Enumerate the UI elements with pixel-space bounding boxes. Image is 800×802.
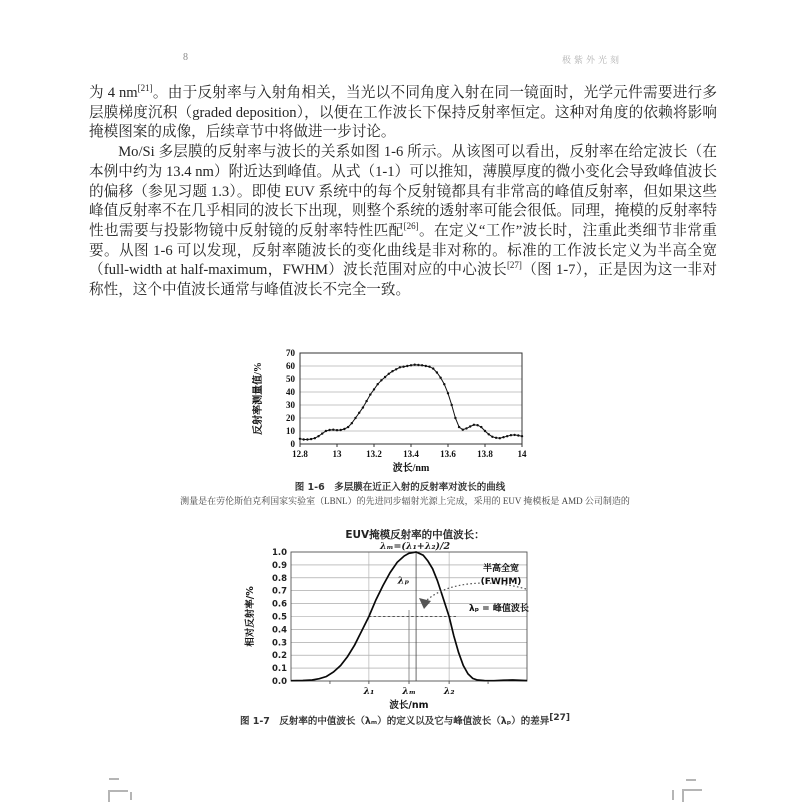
svg-text:0.4: 0.4 [271,625,287,636]
svg-text:相对反射率/%: 相对反射率/% [245,586,256,647]
svg-text:13.4: 13.4 [403,449,419,459]
svg-text:0.9: 0.9 [271,560,287,571]
figure-1-7-chart [243,547,543,715]
svg-text:30: 30 [286,400,295,411]
svg-text:20: 20 [286,413,295,424]
svg-text:(FWHM): (FWHM) [480,577,522,587]
paragraph: 为 4 nm[21]。由于反射率与入射角相关，当光以不同角度入射在同一镜面时，光学元件需要进行多层膜梯度沉积（graded deposition），以便在工作波长下保持反射率恒定。这种对角度的依赖将影响掩模图案的成像，后续章节中将做进一步讨论。 [89,83,717,141]
svg-text:13: 13 [332,449,342,459]
figure-1-6-caption-title: 图 1-6 多层膜在近正入射的反射率对波长的曲线 [294,482,506,493]
svg-text:70: 70 [286,348,295,359]
svg-text:13.8: 13.8 [477,449,493,459]
svg-text:13.6: 13.6 [440,449,456,459]
running-title: 极紫外光刻 [562,55,623,65]
cutoff-corner [682,789,702,802]
cutoff-corner [108,790,128,802]
svg-text:12.8: 12.8 [292,449,308,459]
svg-text:0.5: 0.5 [271,612,287,623]
svg-text:波长/nm: 波长/nm [392,463,430,474]
svg-text:λₘ: λₘ [402,686,416,697]
figure-1-6-chart [250,347,550,477]
svg-text:0.2: 0.2 [271,651,287,662]
svg-text:50: 50 [286,374,295,385]
svg-text:0.0: 0.0 [271,677,287,687]
svg-text:60: 60 [286,361,295,372]
svg-text:反射率测量值/%: 反射率测量值/% [253,362,264,435]
svg-text:λₚ: λₚ [397,575,410,587]
paragraph: Mo/Si 多层膜的反射率与波长的关系如图 1-6 所示。从该图可以看出，反射率在给定波长（在本例中约为 13.4 nm）附近达到峰值。从式（1-1）可以推知，薄膜厚度的微小变化会导致峰值波长的偏移（参见习题 1.3）。即使 EUV 系统中的每个反射镜都具有非常高的峰值反射率，但如果这些峰值反射率不在几乎相同的波长下出现，则整个系统的透射率可能会很低。同理，掩模的反射率特性也需要与投影物镜中反射镜的反射率特性匹配[26]。在定义“工作”波长时，注重此类细节非常重要。从图 1-6 可以发现，反射率随波长的变化曲线是非对称的。标准的工作波长定义为半高全宽（full-width at half-maximum，FWHM）波长范围对应的中心波长[27]（图 1-7），正是因为这一非对称性，这个中值波长通常与峰值波长不完全一致。 [89,144,717,299]
svg-text:0.6: 0.6 [271,599,287,610]
svg-text:0.8: 0.8 [271,573,287,584]
cutoff-stroke [130,792,132,800]
svg-text:14: 14 [517,449,527,459]
svg-text:0.3: 0.3 [271,638,287,649]
figure-1-6-caption-note: 测量是在劳伦斯伯克利国家实验室（LBNL）的先进同步辐射光源上完成，采用的 EUV 掩模板是 AMD 公司制造的 [180,496,630,506]
svg-text:0: 0 [290,439,295,450]
figure-1-7-formula: λₘ=(λ₁+λ₂)/2 [379,541,451,552]
figure-1-7-title: EUV掩模反射率的中值波长： [345,529,485,541]
svg-text:波长/nm: 波长/nm [389,700,429,711]
cutoff-stroke [672,790,674,800]
svg-text:λ₂: λ₂ [443,686,455,697]
svg-text:半高全宽: 半高全宽 [482,564,520,574]
figure-1-7-caption: 图 1-7 反射率的中值波长（λₘ）的定义以及它与峰值波长（λₚ）的差异[27] [239,712,571,727]
svg-text:λ₁: λ₁ [363,686,375,697]
svg-text:0.7: 0.7 [271,586,287,597]
body-text [89,84,717,301]
svg-text:λₚ = 峰值波长: λₚ = 峰值波长 [469,604,529,614]
cutoff-dash [686,779,696,781]
svg-text:10: 10 [286,426,295,437]
cutoff-dash [109,778,119,780]
page-number: 8 [183,52,188,63]
svg-text:1.0: 1.0 [271,548,287,558]
svg-text:0.1: 0.1 [271,664,287,675]
svg-text:40: 40 [286,387,295,398]
svg-text:13.2: 13.2 [366,449,382,459]
